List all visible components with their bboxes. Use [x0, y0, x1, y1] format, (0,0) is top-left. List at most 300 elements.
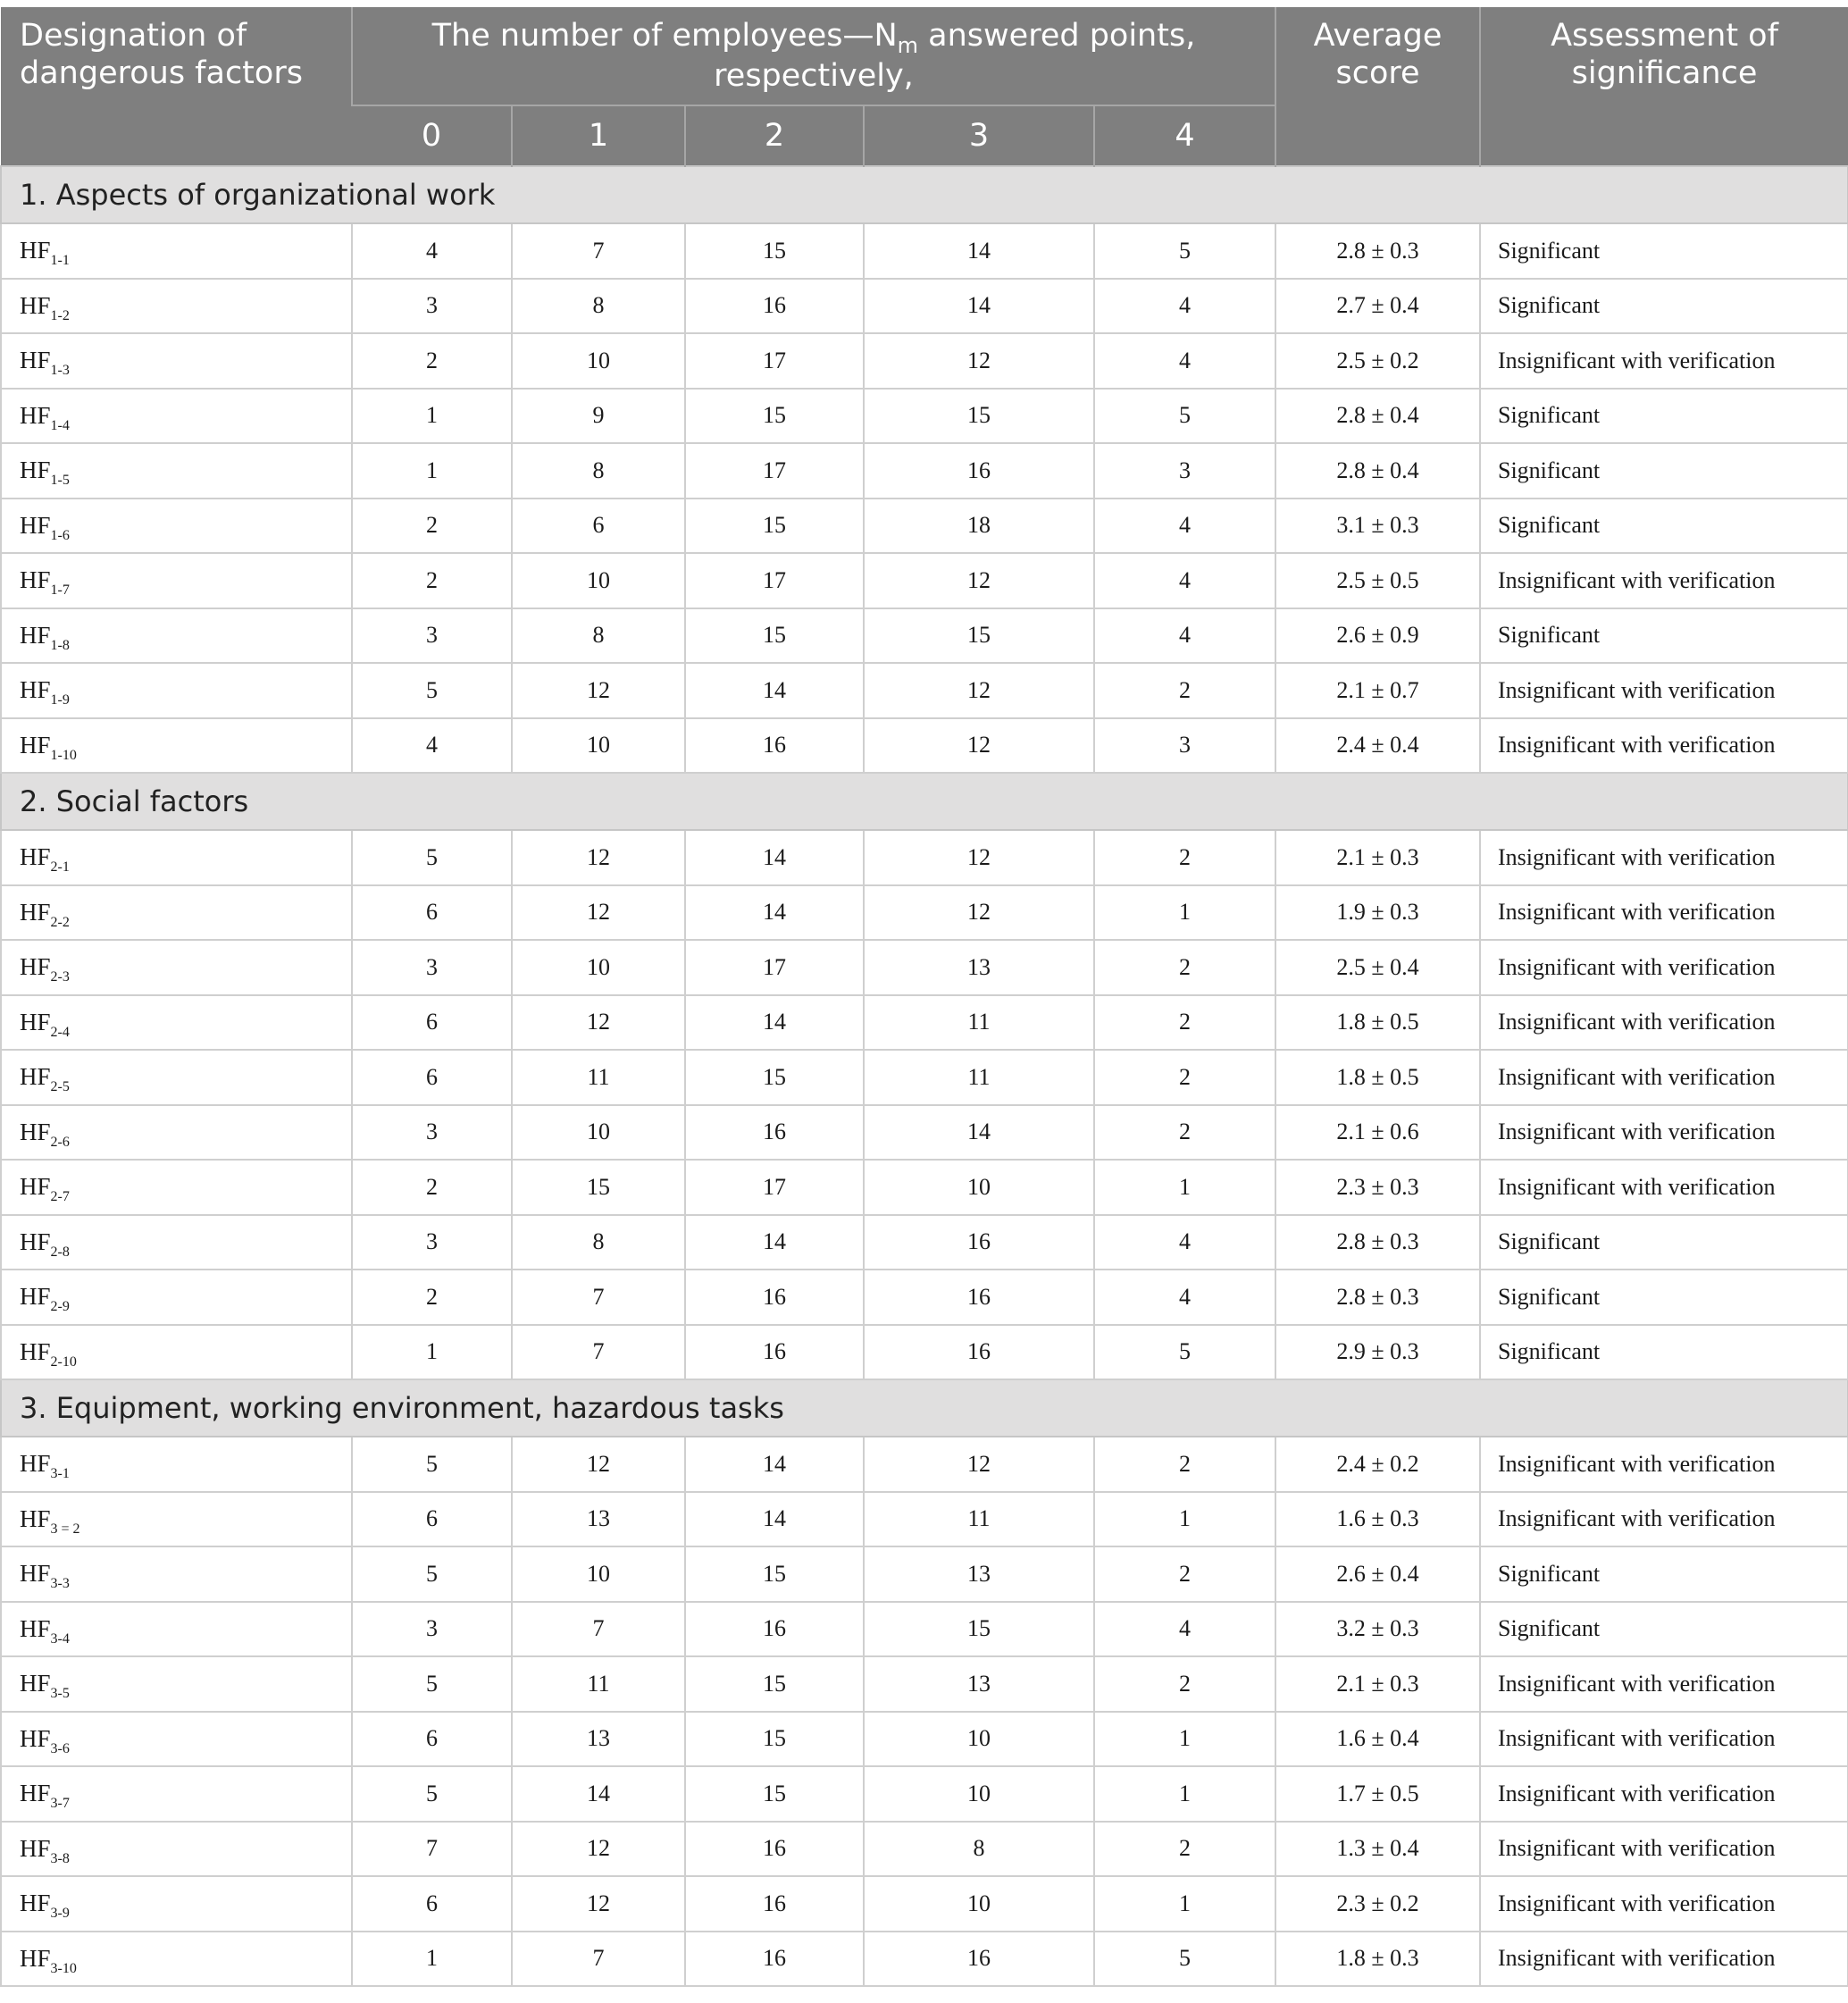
factor-base: HF [20, 1780, 51, 1807]
count-cell-4: 4 [1094, 333, 1275, 389]
count-cell-2: 14 [685, 1437, 864, 1492]
factor-cell [1, 1492, 352, 1547]
factor-subscript: 1-1 [50, 253, 70, 269]
count-cell-2: 14 [685, 663, 864, 718]
section-title: 3. Equipment, working environment, hazardous tasks [1, 1379, 1848, 1437]
count-cell-2: 16 [685, 1822, 864, 1877]
count-cell-0: 4 [352, 223, 512, 279]
count-cell-4: 1 [1094, 1492, 1275, 1547]
assessment-cell: Insignificant with verification [1480, 1105, 1848, 1161]
factor-subscript: 3-9 [50, 1906, 70, 1922]
factor-base: HF [20, 1834, 51, 1862]
count-cell-2: 17 [685, 443, 864, 499]
factor-cell [1, 499, 352, 554]
count-cell-3: 16 [864, 1932, 1094, 1987]
factor-base: HF [20, 237, 51, 264]
count-cell-4: 1 [1094, 885, 1275, 941]
average-cell: 2.3 ± 0.3 [1275, 1160, 1480, 1215]
table-row [1, 1437, 1848, 1492]
count-cell-2: 17 [685, 333, 864, 389]
count-cell-0: 5 [352, 830, 512, 885]
factor-base: HF [20, 457, 51, 484]
table-row [1, 718, 1848, 774]
factor-subscript: 1-4 [50, 417, 70, 433]
count-cell-3: 14 [864, 1105, 1094, 1161]
count-cell-1: 13 [512, 1492, 685, 1547]
count-cell-0: 3 [352, 1602, 512, 1657]
table-row [1, 1932, 1848, 1987]
count-cell-1: 10 [512, 940, 685, 995]
average-cell: 2.3 ± 0.2 [1275, 1876, 1480, 1932]
count-cell-4: 5 [1094, 1932, 1275, 1987]
factor-subscript: 2-9 [50, 1299, 70, 1315]
count-cell-0: 5 [352, 1437, 512, 1492]
average-cell: 2.6 ± 0.4 [1275, 1546, 1480, 1602]
count-cell-2: 14 [685, 830, 864, 885]
factor-subscript: 1-2 [50, 307, 70, 323]
count-cell-3: 12 [864, 553, 1094, 608]
count-cell-4: 4 [1094, 1270, 1275, 1325]
factor-subscript: 3-1 [50, 1466, 70, 1482]
factor-cell [1, 885, 352, 941]
assessment-cell: Insignificant with verification [1480, 1876, 1848, 1932]
count-cell-0: 5 [352, 1656, 512, 1712]
count-cell-0: 2 [352, 499, 512, 554]
factor-subscript: 1-3 [50, 363, 70, 379]
count-cell-1: 12 [512, 663, 685, 718]
section-title: 1. Aspects of organizational work [1, 166, 1848, 223]
factor-base: HF [20, 1670, 51, 1697]
factor-base: HF [20, 1337, 51, 1365]
count-cell-0: 3 [352, 1105, 512, 1161]
factor-subscript: 3-10 [50, 1960, 77, 1976]
count-cell-4: 4 [1094, 608, 1275, 664]
average-cell: 2.7 ± 0.4 [1275, 279, 1480, 334]
assessment-cell: Significant [1480, 1602, 1848, 1657]
table-row [1, 443, 1848, 499]
factor-cell [1, 1656, 352, 1712]
assessment-cell: Insignificant with verification [1480, 663, 1848, 718]
count-cell-4: 2 [1094, 1050, 1275, 1105]
factor-base: HF [20, 1944, 51, 1972]
count-cell-0: 3 [352, 608, 512, 664]
average-cell: 2.1 ± 0.3 [1275, 830, 1480, 885]
factor-subscript: 2-10 [50, 1353, 77, 1370]
average-cell: 1.6 ± 0.4 [1275, 1712, 1480, 1767]
table-row [1, 1270, 1848, 1325]
table-header [1, 7, 1848, 166]
count-cell-1: 8 [512, 443, 685, 499]
count-cell-2: 16 [685, 1932, 864, 1987]
count-cell-0: 5 [352, 663, 512, 718]
table-row [1, 1822, 1848, 1877]
factor-cell [1, 1932, 352, 1987]
count-cell-2: 14 [685, 995, 864, 1051]
count-cell-2: 14 [685, 1215, 864, 1270]
factor-base: HF [20, 1228, 51, 1255]
table-row [1, 1492, 1848, 1547]
factor-subscript: 1-10 [50, 747, 77, 763]
factor-base: HF [20, 1890, 51, 1917]
count-cell-3: 13 [864, 940, 1094, 995]
header-point-0: 0 [352, 105, 512, 166]
count-cell-0: 6 [352, 1050, 512, 1105]
table-row [1, 663, 1848, 718]
count-cell-4: 2 [1094, 1437, 1275, 1492]
factor-subscript: 3-5 [50, 1686, 70, 1702]
count-cell-1: 8 [512, 279, 685, 334]
assessment-cell: Significant [1480, 389, 1848, 444]
assessment-cell: Significant [1480, 1215, 1848, 1270]
table-row [1, 279, 1848, 334]
factor-subscript: 3-8 [50, 1850, 70, 1866]
count-cell-3: 16 [864, 443, 1094, 499]
count-cell-2: 17 [685, 940, 864, 995]
average-cell: 2.6 ± 0.9 [1275, 608, 1480, 664]
count-cell-4: 1 [1094, 1876, 1275, 1932]
count-cell-4: 4 [1094, 553, 1275, 608]
count-cell-2: 16 [685, 1270, 864, 1325]
count-cell-1: 7 [512, 1602, 685, 1657]
count-cell-4: 5 [1094, 223, 1275, 279]
factor-cell [1, 443, 352, 499]
factor-subscript: 2-4 [50, 1024, 70, 1040]
count-cell-3: 12 [864, 333, 1094, 389]
average-cell: 1.8 ± 0.5 [1275, 1050, 1480, 1105]
factor-cell [1, 940, 352, 995]
factor-base: HF [20, 898, 51, 926]
assessment-cell: Insignificant with verification [1480, 1822, 1848, 1877]
section-title: 2. Social factors [1, 773, 1848, 830]
count-cell-0: 1 [352, 1325, 512, 1380]
count-cell-2: 15 [685, 223, 864, 279]
table-row [1, 333, 1848, 389]
header-average: Average score [1275, 7, 1480, 166]
factor-base: HF [20, 676, 51, 704]
header-counts-suffix: answered points, respectively, [714, 18, 1196, 94]
count-cell-3: 12 [864, 1437, 1094, 1492]
assessment-cell: Significant [1480, 1270, 1848, 1325]
average-cell: 1.8 ± 0.5 [1275, 995, 1480, 1051]
table-row [1, 1105, 1848, 1161]
count-cell-2: 16 [685, 1602, 864, 1657]
count-cell-0: 2 [352, 1270, 512, 1325]
section-row [1, 1379, 1848, 1437]
factor-base: HF [20, 401, 51, 429]
count-cell-0: 2 [352, 553, 512, 608]
average-cell: 2.8 ± 0.4 [1275, 389, 1480, 444]
count-cell-4: 4 [1094, 499, 1275, 554]
table-row [1, 1160, 1848, 1215]
table-row [1, 499, 1848, 554]
factor-subscript: 2-6 [50, 1134, 70, 1150]
count-cell-1: 12 [512, 830, 685, 885]
count-cell-0: 6 [352, 885, 512, 941]
assessment-cell: Insignificant with verification [1480, 940, 1848, 995]
header-counts-sub: m [897, 33, 919, 58]
header-counts [352, 7, 1275, 105]
count-cell-2: 16 [685, 279, 864, 334]
factor-cell [1, 830, 352, 885]
count-cell-4: 2 [1094, 1546, 1275, 1602]
table-row [1, 940, 1848, 995]
count-cell-2: 15 [685, 499, 864, 554]
count-cell-1: 8 [512, 1215, 685, 1270]
average-cell: 2.8 ± 0.3 [1275, 1215, 1480, 1270]
factor-subscript: 2-1 [50, 859, 70, 876]
count-cell-1: 6 [512, 499, 685, 554]
factor-cell [1, 1105, 352, 1161]
table-row [1, 1546, 1848, 1602]
count-cell-1: 8 [512, 608, 685, 664]
count-cell-3: 11 [864, 1050, 1094, 1105]
table-row [1, 1876, 1848, 1932]
count-cell-2: 15 [685, 1712, 864, 1767]
assessment-cell: Significant [1480, 223, 1848, 279]
average-cell: 1.7 ± 0.5 [1275, 1766, 1480, 1822]
count-cell-0: 3 [352, 1215, 512, 1270]
assessment-cell: Insignificant with verification [1480, 718, 1848, 774]
table-row [1, 608, 1848, 664]
count-cell-1: 10 [512, 1105, 685, 1161]
count-cell-3: 16 [864, 1215, 1094, 1270]
count-cell-4: 2 [1094, 830, 1275, 885]
section-row [1, 773, 1848, 830]
count-cell-1: 7 [512, 223, 685, 279]
count-cell-4: 1 [1094, 1160, 1275, 1215]
count-cell-3: 12 [864, 663, 1094, 718]
count-cell-2: 15 [685, 1766, 864, 1822]
table-row [1, 1656, 1848, 1712]
count-cell-3: 10 [864, 1712, 1094, 1767]
count-cell-0: 6 [352, 1492, 512, 1547]
count-cell-2: 15 [685, 1656, 864, 1712]
count-cell-3: 14 [864, 279, 1094, 334]
count-cell-1: 12 [512, 885, 685, 941]
factor-base: HF [20, 347, 51, 374]
table-row [1, 1050, 1848, 1105]
count-cell-2: 15 [685, 389, 864, 444]
count-cell-3: 11 [864, 995, 1094, 1051]
count-cell-2: 14 [685, 1492, 864, 1547]
count-cell-1: 12 [512, 1437, 685, 1492]
count-cell-3: 8 [864, 1822, 1094, 1877]
count-cell-0: 1 [352, 389, 512, 444]
count-cell-4: 4 [1094, 1602, 1275, 1657]
count-cell-0: 1 [352, 443, 512, 499]
table-row [1, 389, 1848, 444]
factor-cell [1, 333, 352, 389]
header-counts-prefix: The number of employees—N [431, 18, 898, 54]
count-cell-3: 16 [864, 1270, 1094, 1325]
count-cell-2: 16 [685, 1325, 864, 1380]
count-cell-3: 15 [864, 389, 1094, 444]
count-cell-1: 10 [512, 1546, 685, 1602]
count-cell-4: 1 [1094, 1766, 1275, 1822]
count-cell-1: 11 [512, 1050, 685, 1105]
factor-cell [1, 279, 352, 334]
count-cell-0: 3 [352, 940, 512, 995]
header-point-1: 1 [512, 105, 685, 166]
factor-cell [1, 995, 352, 1051]
factor-cell [1, 1160, 352, 1215]
count-cell-3: 13 [864, 1546, 1094, 1602]
factor-subscript: 1-7 [50, 582, 70, 599]
count-cell-0: 3 [352, 279, 512, 334]
header-point-3: 3 [864, 105, 1094, 166]
count-cell-0: 6 [352, 1712, 512, 1767]
average-cell: 2.8 ± 0.3 [1275, 1270, 1480, 1325]
table-row [1, 885, 1848, 941]
assessment-cell: Significant [1480, 279, 1848, 334]
assessment-cell: Insignificant with verification [1480, 1712, 1848, 1767]
count-cell-1: 12 [512, 1876, 685, 1932]
average-cell: 2.5 ± 0.5 [1275, 553, 1480, 608]
count-cell-0: 6 [352, 1876, 512, 1932]
assessment-cell: Significant [1480, 608, 1848, 664]
assessment-cell: Insignificant with verification [1480, 1160, 1848, 1215]
count-cell-2: 17 [685, 553, 864, 608]
count-cell-1: 13 [512, 1712, 685, 1767]
assessment-cell: Significant [1480, 1546, 1848, 1602]
average-cell: 2.9 ± 0.3 [1275, 1325, 1480, 1380]
count-cell-1: 14 [512, 1766, 685, 1822]
count-cell-1: 11 [512, 1656, 685, 1712]
table-row [1, 1602, 1848, 1657]
count-cell-4: 3 [1094, 443, 1275, 499]
factor-base: HF [20, 1450, 51, 1478]
count-cell-3: 13 [864, 1656, 1094, 1712]
assessment-cell: Significant [1480, 499, 1848, 554]
average-cell: 3.2 ± 0.3 [1275, 1602, 1480, 1657]
assessment-cell: Insignificant with verification [1480, 1656, 1848, 1712]
factor-base: HF [20, 1118, 51, 1145]
factor-cell [1, 608, 352, 664]
count-cell-1: 10 [512, 718, 685, 774]
count-cell-0: 4 [352, 718, 512, 774]
count-cell-2: 15 [685, 608, 864, 664]
factor-subscript: 2-3 [50, 969, 70, 985]
count-cell-1: 9 [512, 389, 685, 444]
average-cell: 2.5 ± 0.2 [1275, 333, 1480, 389]
table-body [1, 166, 1848, 1986]
factor-base: HF [20, 621, 51, 649]
count-cell-4: 1 [1094, 1712, 1275, 1767]
factor-subscript: 1-9 [50, 692, 70, 708]
factor-base: HF [20, 1283, 51, 1311]
factor-subscript: 1-6 [50, 527, 70, 543]
header-point-2: 2 [685, 105, 864, 166]
count-cell-4: 5 [1094, 1325, 1275, 1380]
average-cell: 1.8 ± 0.3 [1275, 1932, 1480, 1987]
table-row [1, 995, 1848, 1051]
count-cell-2: 15 [685, 1050, 864, 1105]
factor-cell [1, 1822, 352, 1877]
count-cell-2: 16 [685, 1876, 864, 1932]
count-cell-2: 17 [685, 1160, 864, 1215]
count-cell-3: 11 [864, 1492, 1094, 1547]
count-cell-3: 10 [864, 1876, 1094, 1932]
factor-base: HF [20, 511, 51, 539]
table-row [1, 1325, 1848, 1380]
assessment-cell: Significant [1480, 1325, 1848, 1380]
factor-subscript: 3 = 2 [50, 1521, 80, 1537]
count-cell-1: 10 [512, 553, 685, 608]
average-cell: 1.9 ± 0.3 [1275, 885, 1480, 941]
average-cell: 1.6 ± 0.3 [1275, 1492, 1480, 1547]
factor-base: HF [20, 843, 51, 871]
count-cell-3: 14 [864, 223, 1094, 279]
average-cell: 2.1 ± 0.7 [1275, 663, 1480, 718]
factor-cell [1, 1270, 352, 1325]
count-cell-2: 16 [685, 718, 864, 774]
count-cell-3: 15 [864, 1602, 1094, 1657]
assessment-cell: Insignificant with verification [1480, 1932, 1848, 1987]
assessment-cell: Significant [1480, 443, 1848, 499]
factor-base: HF [20, 1173, 51, 1201]
average-cell: 2.5 ± 0.4 [1275, 940, 1480, 995]
factor-cell [1, 223, 352, 279]
factor-cell [1, 1766, 352, 1822]
count-cell-1: 7 [512, 1270, 685, 1325]
average-cell: 2.4 ± 0.4 [1275, 718, 1480, 774]
factor-subscript: 2-7 [50, 1189, 70, 1205]
section-row [1, 166, 1848, 223]
factor-cell [1, 1215, 352, 1270]
factor-base: HF [20, 731, 51, 758]
average-cell: 1.3 ± 0.4 [1275, 1822, 1480, 1877]
factor-subscript: 2-5 [50, 1079, 70, 1095]
factor-cell [1, 389, 352, 444]
factor-cell [1, 1602, 352, 1657]
assessment-cell: Insignificant with verification [1480, 1766, 1848, 1822]
count-cell-4: 2 [1094, 663, 1275, 718]
assessment-cell: Insignificant with verification [1480, 1437, 1848, 1492]
table-row [1, 1215, 1848, 1270]
assessment-cell: Insignificant with verification [1480, 553, 1848, 608]
factor-cell [1, 718, 352, 774]
count-cell-3: 12 [864, 885, 1094, 941]
factor-base: HF [20, 1614, 51, 1642]
count-cell-3: 10 [864, 1160, 1094, 1215]
factor-subscript: 2-8 [50, 1244, 70, 1260]
table-row [1, 1766, 1848, 1822]
factor-subscript: 3-3 [50, 1576, 70, 1592]
table-row [1, 553, 1848, 608]
factor-subscript: 1-5 [50, 473, 70, 489]
factor-base: HF [20, 291, 51, 319]
count-cell-0: 2 [352, 333, 512, 389]
table-row [1, 1712, 1848, 1767]
count-cell-1: 10 [512, 333, 685, 389]
average-cell: 3.1 ± 0.3 [1275, 499, 1480, 554]
assessment-cell: Insignificant with verification [1480, 1050, 1848, 1105]
count-cell-0: 2 [352, 1160, 512, 1215]
header-factor: Designation of dangerous factors [1, 7, 352, 166]
factor-cell [1, 1546, 352, 1602]
factor-cell [1, 1437, 352, 1492]
count-cell-3: 10 [864, 1766, 1094, 1822]
factor-cell [1, 1876, 352, 1932]
average-cell: 2.4 ± 0.2 [1275, 1437, 1480, 1492]
factor-cell [1, 553, 352, 608]
assessment-cell: Insignificant with verification [1480, 333, 1848, 389]
count-cell-2: 16 [685, 1105, 864, 1161]
count-cell-4: 2 [1094, 995, 1275, 1051]
table-row [1, 830, 1848, 885]
count-cell-3: 12 [864, 718, 1094, 774]
factor-cell [1, 1712, 352, 1767]
